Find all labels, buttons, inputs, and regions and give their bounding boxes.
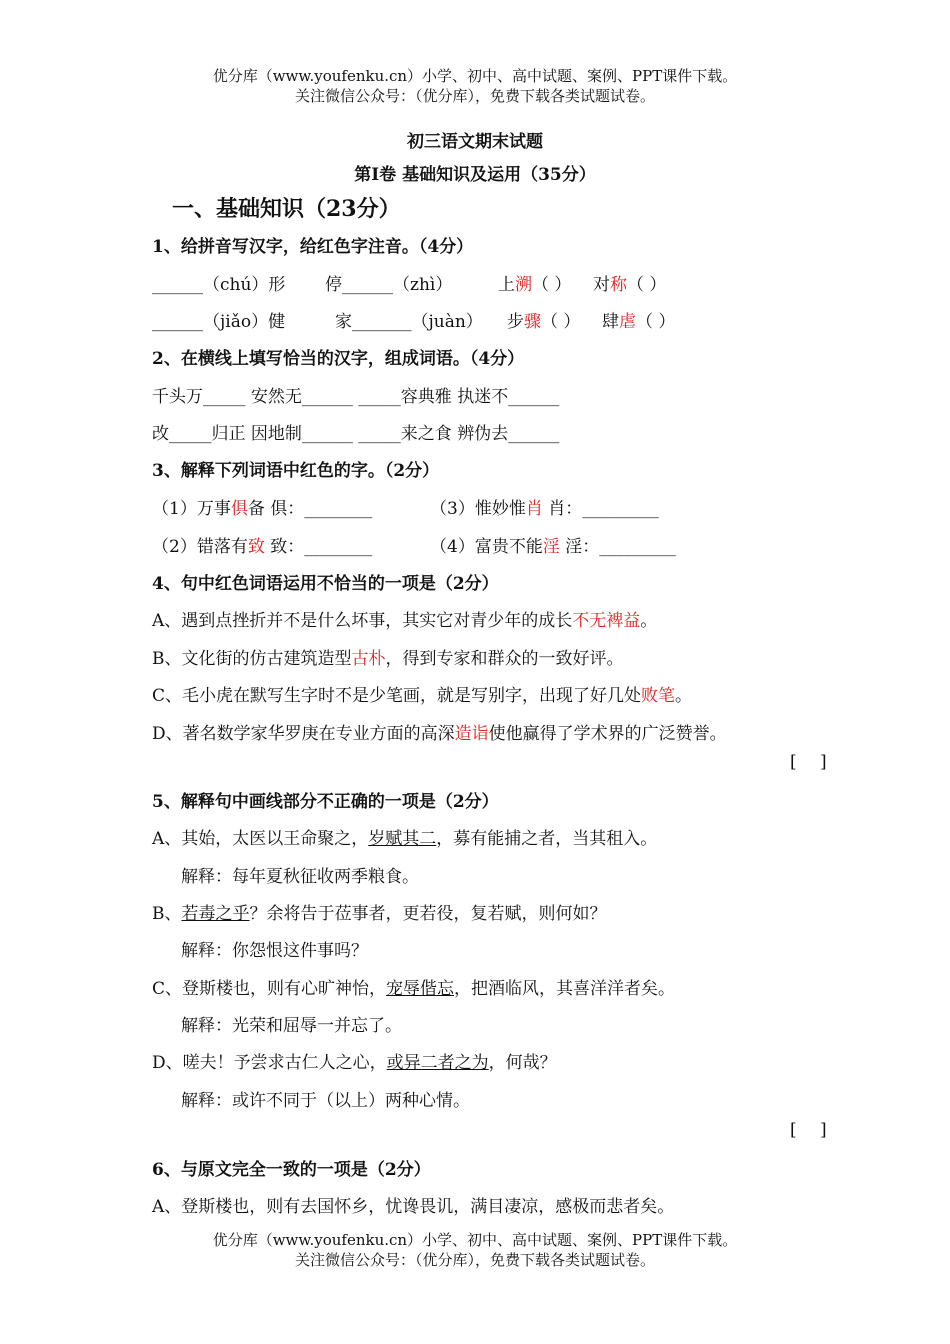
q1-row1-d bbox=[593, 270, 666, 295]
text: ？余将告于莅事者，更若役，复若赋，则何如？ bbox=[249, 904, 607, 924]
text: ，把酒临风，其喜洋洋者矣。 bbox=[454, 979, 676, 999]
red-word: 败笔 bbox=[641, 686, 676, 706]
blank: （ ） bbox=[541, 312, 581, 332]
q6-option-a: A、登斯楼也，则有去国怀乡，忧谗畏讥，满目凄凉，感极而悲者矣。 bbox=[152, 1197, 675, 1217]
text: A、其始，太医以王命聚之， bbox=[152, 829, 369, 849]
q3-title: 3、解释下列词语中红色的字。（2分） bbox=[152, 461, 440, 481]
text: 上 bbox=[498, 275, 515, 295]
text: 备 俱：________ bbox=[247, 499, 373, 519]
q1-row2-d bbox=[602, 307, 675, 332]
red-word: 造诣 bbox=[454, 724, 489, 744]
underlined-phrase: 若毒之乎 bbox=[181, 904, 250, 924]
q5-option-c bbox=[152, 974, 675, 999]
red-char: 肖 bbox=[525, 499, 543, 519]
text: （1）万事 bbox=[152, 499, 231, 519]
q3-item-1 bbox=[152, 494, 372, 519]
q1-title: 1、给拼音写汉字，给红色字注音。（4分） bbox=[152, 237, 474, 257]
q5-option-a bbox=[152, 824, 657, 849]
text: D、嗟夫！予尝求古仁人之心， bbox=[152, 1053, 387, 1073]
text: B、文化街的仿古建筑造型 bbox=[152, 649, 352, 669]
blank: （ ） bbox=[532, 275, 572, 295]
q1-row1-b: 停______（zhì） bbox=[325, 275, 453, 295]
text: 。 bbox=[640, 611, 658, 631]
text: 。 bbox=[675, 686, 693, 706]
q5-option-a-explanation: 解释：每年夏秋征收两季粮食。 bbox=[181, 867, 419, 887]
header-line-1: 优分库（www.youfenku.cn）小学、初中、高中试题、案例、PPT课件下载。 bbox=[212, 67, 738, 85]
red-char: 虐 bbox=[619, 312, 636, 332]
red-word: 不无裨益 bbox=[572, 611, 641, 631]
underlined-phrase: 宠辱偕忘 bbox=[386, 979, 455, 999]
text: A、遇到点挫折并不是什么坏事，其实它对青少年的成长 bbox=[152, 611, 573, 631]
q6-title: 6、与原文完全一致的一项是（2分） bbox=[152, 1160, 431, 1180]
q3-item-2 bbox=[152, 532, 372, 557]
footer-line-1: 优分库（www.youfenku.cn）小学、初中、高中试题、案例、PPT课件下载。 bbox=[212, 1231, 738, 1249]
q5-option-b-explanation: 解释：你怨恨这件事吗？ bbox=[181, 941, 368, 961]
text: ，得到专家和群众的一致好评。 bbox=[385, 649, 624, 669]
red-char: 骤 bbox=[524, 312, 541, 332]
q4-option-c bbox=[152, 681, 692, 706]
red-word: 古朴 bbox=[351, 649, 386, 669]
q4-option-a bbox=[152, 606, 657, 631]
header-line-2: 关注微信公众号：（优分库），免费下载各类试题试卷。 bbox=[294, 87, 655, 105]
q5-option-c-explanation: 解释：光荣和屈辱一并忘了。 bbox=[181, 1016, 402, 1036]
text: ，募有能捕之者，当其租入。 bbox=[436, 829, 658, 849]
q1-row2-c bbox=[507, 307, 580, 332]
q1-row2-a: ______（jiǎo）健 bbox=[152, 312, 286, 332]
q1-row1-c bbox=[498, 270, 571, 295]
red-char: 称 bbox=[610, 275, 627, 295]
q3-item-4 bbox=[430, 532, 676, 557]
text: （2）错落有 bbox=[152, 537, 248, 557]
q2-title: 2、在横线上填写恰当的汉字，组成词语。（4分） bbox=[152, 349, 525, 369]
text: 淫：_________ bbox=[559, 537, 676, 557]
red-char: 致 bbox=[247, 537, 265, 557]
page-title: 初三语文期末试题 bbox=[407, 132, 543, 152]
q4-option-d bbox=[152, 719, 727, 744]
q5-option-b bbox=[152, 899, 607, 924]
q5-option-d-explanation: 解释：或许不同于（以上）两种心情。 bbox=[181, 1091, 470, 1111]
text: （3）惟妙惟 bbox=[430, 499, 526, 519]
text: （4）富贵不能 bbox=[430, 537, 543, 557]
page-subtitle: 第Ⅰ卷 基础知识及运用（35分） bbox=[354, 165, 596, 185]
q1-row2-b: 家_______（juàn） bbox=[335, 312, 483, 332]
text: B、 bbox=[152, 904, 182, 924]
q4-title: 4、句中红色词语运用不恰当的一项是（2分） bbox=[152, 574, 499, 594]
red-char: 俱 bbox=[230, 499, 248, 519]
q5-option-d bbox=[152, 1048, 557, 1073]
text: C、登斯楼也，则有心旷神怡， bbox=[152, 979, 387, 999]
text: 肖：_________ bbox=[542, 499, 659, 519]
q5-answer-bracket: [ ] bbox=[790, 1120, 827, 1140]
text: 使他赢得了学术界的广泛赞誉。 bbox=[488, 724, 727, 744]
text: ，何哉？ bbox=[488, 1053, 557, 1073]
underlined-phrase: 岁赋其二 bbox=[368, 829, 437, 849]
q3-item-3 bbox=[430, 494, 659, 519]
red-char: 淫 bbox=[542, 537, 560, 557]
text: C、毛小虎在默写生字时不是少笔画，就是写别字，出现了好几处 bbox=[152, 686, 642, 706]
q2-row2: 改_____归正 因地制______ _____来之食 辨伪去______ bbox=[152, 424, 560, 444]
q4-answer-bracket: [ ] bbox=[790, 752, 827, 772]
footer-line-2: 关注微信公众号：（优分库），免费下载各类试题试卷。 bbox=[294, 1251, 655, 1269]
red-char: 溯 bbox=[515, 275, 532, 295]
text: 步 bbox=[507, 312, 524, 332]
blank: （ ） bbox=[636, 312, 676, 332]
text: 对 bbox=[593, 275, 610, 295]
blank: （ ） bbox=[627, 275, 667, 295]
text: D、著名数学家华罗庚在专业方面的高深 bbox=[152, 724, 455, 744]
text: 致：________ bbox=[264, 537, 373, 557]
q5-title: 5、解释句中画线部分不正确的一项是（2分） bbox=[152, 792, 499, 812]
q2-row1: 千头万_____ 安然无______ _____容典雅 执迷不______ bbox=[152, 387, 560, 407]
q4-option-b bbox=[152, 644, 624, 669]
underlined-phrase: 或异二者之为 bbox=[386, 1053, 489, 1073]
text: 肆 bbox=[602, 312, 619, 332]
q1-row1-a: ______（chú）形 bbox=[152, 275, 286, 295]
section-heading: 一、基础知识（23分） bbox=[172, 196, 401, 222]
